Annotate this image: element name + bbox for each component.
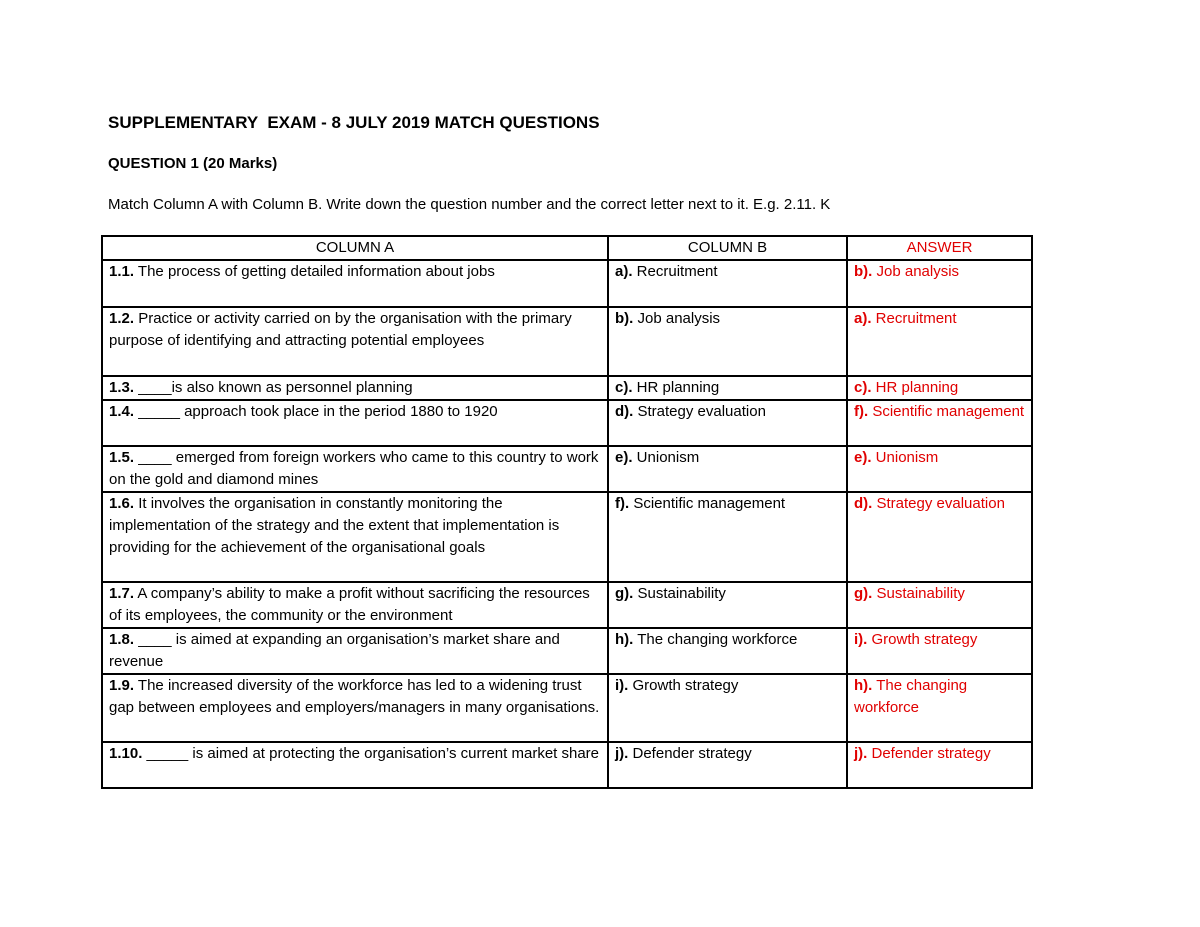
column-b-cell [608, 446, 847, 492]
option-text: The changing workforce [633, 631, 798, 648]
column-b-cell [608, 742, 847, 788]
option-text: Job analysis [633, 310, 721, 327]
column-b-cell [608, 582, 847, 628]
column-a-cell [102, 628, 608, 674]
question-number: 1.8. [109, 631, 135, 648]
question-text: _____ is aimed at protecting the organisation’s current market share [142, 745, 600, 762]
answer-letter: j). [854, 745, 868, 762]
column-a-cell [102, 446, 608, 492]
match-table [101, 235, 1033, 789]
column-a-cell [102, 492, 608, 582]
table-row [102, 400, 1032, 446]
answer-cell [847, 582, 1032, 628]
column-a-header: COLUMN A [102, 236, 608, 260]
option-letter: f). [615, 495, 630, 512]
column-a-cell [102, 742, 608, 788]
instruction-text: Match Column A with Column B. Write down the question number and the correct letter next to it. E.g. 2.11. K [108, 196, 831, 213]
option-text: Sustainability [633, 585, 726, 602]
answer-letter: c). [854, 379, 872, 396]
answer-letter: g). [854, 585, 873, 602]
answer-text: Strategy evaluation [872, 495, 1005, 512]
question-text: It involves the organisation in constantly monitoring the implementation of the strategy and the extent that implementation is providing for the achievement of the organisational goals [109, 495, 560, 556]
answer-text: Scientific management [868, 403, 1025, 420]
table-row [102, 628, 1032, 674]
answer-cell [847, 400, 1032, 446]
table-row [102, 582, 1032, 628]
question-heading: QUESTION 1 (20 Marks) [108, 155, 278, 172]
answer-letter: f). [854, 403, 869, 420]
table-row [102, 674, 1032, 742]
question-number: 1.1. [109, 263, 135, 280]
question-number: 1.3. [109, 379, 135, 396]
column-b-cell [608, 376, 847, 400]
table-row [102, 492, 1032, 582]
answer-text: Defender strategy [867, 745, 991, 762]
answer-cell [847, 492, 1032, 582]
answer-cell [847, 260, 1032, 307]
column-a-cell [102, 400, 608, 446]
question-text: ____ emerged from foreign workers who came to this country to work on the gold and diamond mines [109, 449, 599, 488]
question-text: The increased diversity of the workforce has led to a widening trust gap between employees and employers/managers in many organisations. [109, 677, 600, 716]
option-letter: e). [615, 449, 633, 466]
answer-cell [847, 376, 1032, 400]
answer-letter: h). [854, 677, 873, 694]
option-letter: i). [615, 677, 629, 694]
column-b-cell [608, 400, 847, 446]
question-text: A company’s ability to make a profit without sacrificing the resources of its employees, the community or the environment [109, 585, 590, 624]
option-text: Scientific management [629, 495, 786, 512]
column-a-cell [102, 307, 608, 376]
option-text: Defender strategy [628, 745, 752, 762]
column-b-cell [608, 492, 847, 582]
answer-cell [847, 674, 1032, 742]
question-text: ____ is aimed at expanding an organisation’s market share and revenue [109, 631, 560, 670]
column-b-header: COLUMN B [608, 236, 847, 260]
table-row [102, 376, 1032, 400]
column-a-cell [102, 674, 608, 742]
question-number: 1.7. [109, 585, 135, 602]
option-text: HR planning [632, 379, 720, 396]
question-text: ____is also known as personnel planning [134, 379, 413, 396]
answer-text: Unionism [871, 449, 939, 466]
answer-text: Job analysis [872, 263, 960, 280]
question-text: The process of getting detailed information about jobs [134, 263, 495, 280]
option-letter: d). [615, 403, 634, 420]
answer-text: HR planning [871, 379, 959, 396]
answer-cell [847, 742, 1032, 788]
answer-letter: e). [854, 449, 872, 466]
answer-header: ANSWER [847, 236, 1032, 260]
column-a-cell [102, 582, 608, 628]
option-letter: b). [615, 310, 634, 327]
answer-cell [847, 307, 1032, 376]
question-number: 1.6. [109, 495, 135, 512]
column-b-cell [608, 260, 847, 307]
answer-letter: a). [854, 310, 872, 327]
option-letter: g). [615, 585, 634, 602]
answer-text: Sustainability [872, 585, 965, 602]
column-b-cell [608, 674, 847, 742]
answer-cell [847, 628, 1032, 674]
option-text: Recruitment [632, 263, 718, 280]
question-number: 1.4. [109, 403, 135, 420]
column-b-cell [608, 628, 847, 674]
option-letter: h). [615, 631, 634, 648]
answer-text: The changing workforce [854, 677, 968, 716]
table-row [102, 307, 1032, 376]
option-text: Growth strategy [628, 677, 739, 694]
answer-text: Recruitment [871, 310, 957, 327]
page-title: SUPPLEMENTARY EXAM - 8 JULY 2019 MATCH QUESTIONS [108, 113, 600, 132]
answer-letter: b). [854, 263, 873, 280]
option-letter: c). [615, 379, 633, 396]
question-number: 1.5. [109, 449, 135, 466]
answer-text: Growth strategy [867, 631, 978, 648]
answer-letter: d). [854, 495, 873, 512]
option-letter: a). [615, 263, 633, 280]
column-b-cell [608, 307, 847, 376]
option-text: Unionism [632, 449, 700, 466]
question-text: Practice or activity carried on by the organisation with the primary purpose of identifying and attracting potential employees [109, 310, 572, 349]
option-letter: j). [615, 745, 629, 762]
table-row [102, 260, 1032, 307]
table-row [102, 446, 1032, 492]
question-number: 1.10. [109, 745, 143, 762]
answer-cell [847, 446, 1032, 492]
option-text: Strategy evaluation [633, 403, 766, 420]
question-number: 1.2. [109, 310, 135, 327]
question-text: _____ approach took place in the period 1880 to 1920 [134, 403, 498, 420]
question-number: 1.9. [109, 677, 135, 694]
column-a-cell [102, 376, 608, 400]
answer-letter: i). [854, 631, 868, 648]
table-row [102, 742, 1032, 788]
table-header-row [102, 236, 1032, 260]
column-a-cell [102, 260, 608, 307]
